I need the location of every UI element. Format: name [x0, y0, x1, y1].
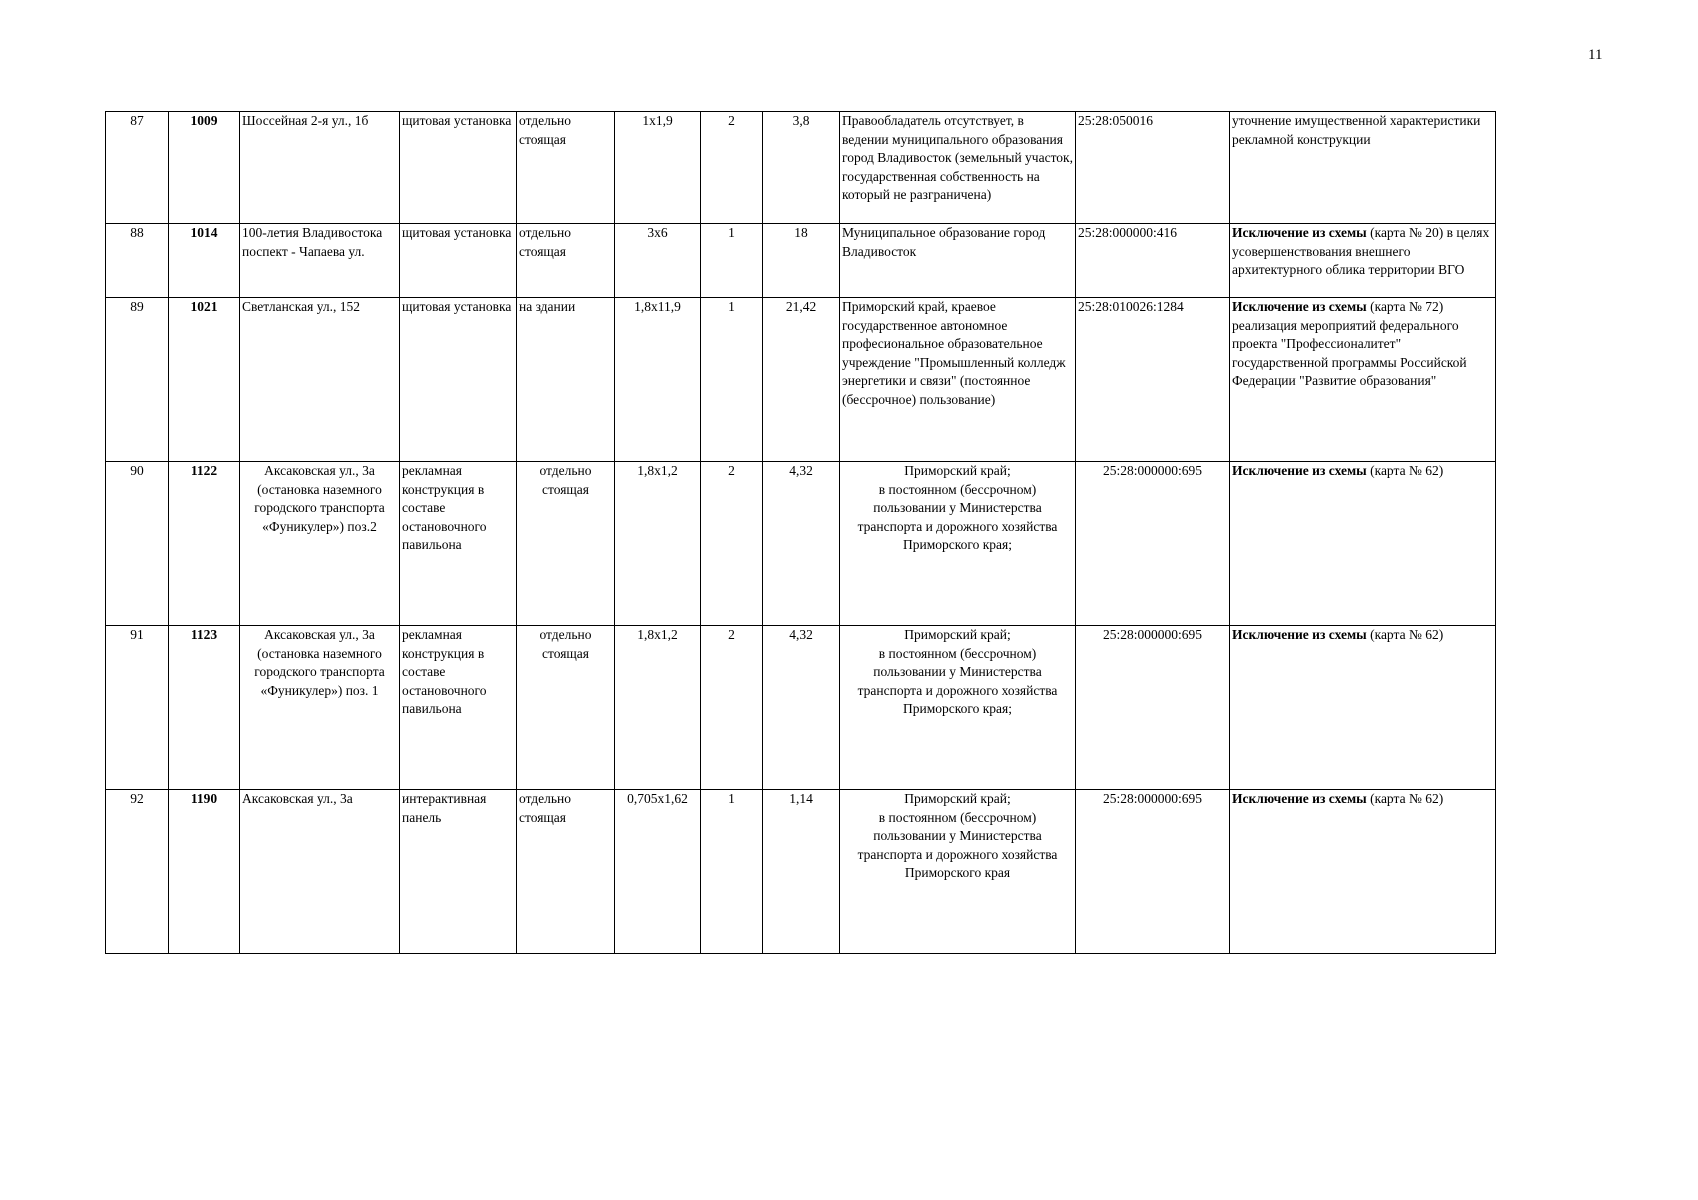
structure-id-cell: 1009	[169, 112, 240, 224]
owner-cell: Приморский край, краевое государственное автономное професиональное образовательное учреждение "Промышленный колледж энергетики и связи" (постоянное (бессрочное) пользование)	[840, 298, 1076, 462]
structure-type-cell: рекламная конструкция в составе остановочного павильона	[400, 626, 517, 790]
row-number-cell: 90	[106, 462, 169, 626]
sides-cell: 2	[701, 626, 763, 790]
owner-cell: Правообладатель отсутствует, в ведении муниципального образования город Владивосток (земельный участок, государственная собственность на который не разграничена)	[840, 112, 1076, 224]
note-bold-text: Исключение из схемы	[1232, 225, 1367, 240]
placement-cell: отдельно стоящая	[517, 224, 615, 298]
note-text: (карта № 62)	[1366, 627, 1444, 642]
address-cell: Аксаковская ул., 3а (остановка наземного городского транспорта «Фуникулер») поз.2	[240, 462, 400, 626]
sides-cell: 1	[701, 298, 763, 462]
area-cell: 3,8	[763, 112, 840, 224]
structure-id-cell: 1122	[169, 462, 240, 626]
structure-type-cell: щитовая установка	[400, 224, 517, 298]
address-cell: Шоссейная 2-я ул., 1б	[240, 112, 400, 224]
area-cell: 4,32	[763, 626, 840, 790]
placement-cell: отдельно стоящая	[517, 790, 615, 954]
cadastre-cell: 25:28:000000:416	[1076, 224, 1230, 298]
owner-cell: Приморский край; в постоянном (бессрочном) пользовании у Министерства транспорта и дорожного хозяйства Приморского края;	[840, 462, 1076, 626]
advertising-structures-table	[105, 111, 1496, 954]
row-number-cell: 88	[106, 224, 169, 298]
row-number-cell: 89	[106, 298, 169, 462]
cadastre-cell: 25:28:010026:1284	[1076, 298, 1230, 462]
size-cell: 0,705х1,62	[615, 790, 701, 954]
row-number-cell: 92	[106, 790, 169, 954]
structure-id-cell: 1190	[169, 790, 240, 954]
structure-id-cell: 1123	[169, 626, 240, 790]
sides-cell: 1	[701, 790, 763, 954]
note-cell	[1230, 790, 1496, 954]
note-cell	[1230, 112, 1496, 224]
table-row	[106, 626, 1496, 790]
address-cell: Аксаковская ул., 3а	[240, 790, 400, 954]
sides-cell: 2	[701, 462, 763, 626]
area-cell: 1,14	[763, 790, 840, 954]
row-number-cell: 91	[106, 626, 169, 790]
size-cell: 3х6	[615, 224, 701, 298]
size-cell: 1,8х11,9	[615, 298, 701, 462]
note-text: (карта № 20) в целях усовершенствования внешнего архитектурного облика территории ВГО	[1232, 225, 1490, 277]
note-cell	[1230, 224, 1496, 298]
area-cell: 4,32	[763, 462, 840, 626]
structure-type-cell: щитовая установка	[400, 112, 517, 224]
cadastre-cell: 25:28:000000:695	[1076, 626, 1230, 790]
structure-type-cell: щитовая установка	[400, 298, 517, 462]
structure-id-cell: 1021	[169, 298, 240, 462]
owner-cell: Муниципальное образование город Владивосток	[840, 224, 1076, 298]
placement-cell: отдельно стоящая	[517, 462, 615, 626]
structure-type-cell: рекламная конструкция в составе остановочного павильона	[400, 462, 517, 626]
placement-cell: на здании	[517, 298, 615, 462]
note-text: (карта № 62)	[1366, 791, 1444, 806]
area-cell: 18	[763, 224, 840, 298]
note-bold-text: Исключение из схемы	[1232, 791, 1367, 806]
note-text: (карта № 72) реализация мероприятий федерального проекта "Профессионалитет" государственной программы Российской Федерации "Развитие образования"	[1232, 299, 1467, 388]
note-bold-text: Исключение из схемы	[1232, 627, 1367, 642]
note-cell	[1230, 462, 1496, 626]
address-cell: 100-летия Владивостока поспект - Чапаева ул.	[240, 224, 400, 298]
address-cell: Светланская ул., 152	[240, 298, 400, 462]
placement-cell: отдельно стоящая	[517, 112, 615, 224]
row-number-cell: 87	[106, 112, 169, 224]
table-row	[106, 112, 1496, 224]
sides-cell: 2	[701, 112, 763, 224]
size-cell: 1,8х1,2	[615, 626, 701, 790]
note-bold-text: Исключение из схемы	[1232, 299, 1367, 314]
size-cell: 1х1,9	[615, 112, 701, 224]
cadastre-cell: 25:28:050016	[1076, 112, 1230, 224]
note-text: уточнение имущественной характеристики рекламной конструкции	[1232, 113, 1481, 147]
page-number: 11	[1588, 47, 1603, 63]
note-bold-text: Исключение из схемы	[1232, 463, 1367, 478]
table-row	[106, 462, 1496, 626]
structure-id-cell: 1014	[169, 224, 240, 298]
note-cell	[1230, 298, 1496, 462]
structure-type-cell: интерактивная панель	[400, 790, 517, 954]
note-cell	[1230, 626, 1496, 790]
table-row	[106, 790, 1496, 954]
address-cell: Аксаковская ул., 3а (остановка наземного городского транспорта «Фуникулер») поз. 1	[240, 626, 400, 790]
size-cell: 1,8х1,2	[615, 462, 701, 626]
note-text: (карта № 62)	[1366, 463, 1444, 478]
cadastre-cell: 25:28:000000:695	[1076, 790, 1230, 954]
sides-cell: 1	[701, 224, 763, 298]
cadastre-cell: 25:28:000000:695	[1076, 462, 1230, 626]
area-cell: 21,42	[763, 298, 840, 462]
table-row	[106, 298, 1496, 462]
placement-cell: отдельно стоящая	[517, 626, 615, 790]
owner-cell: Приморский край; в постоянном (бессрочном) пользовании у Министерства транспорта и дорожного хозяйства Приморского края;	[840, 626, 1076, 790]
owner-cell: Приморский край; в постоянном (бессрочном) пользовании у Министерства транспорта и дорожного хозяйства Приморского края	[840, 790, 1076, 954]
table-row	[106, 224, 1496, 298]
